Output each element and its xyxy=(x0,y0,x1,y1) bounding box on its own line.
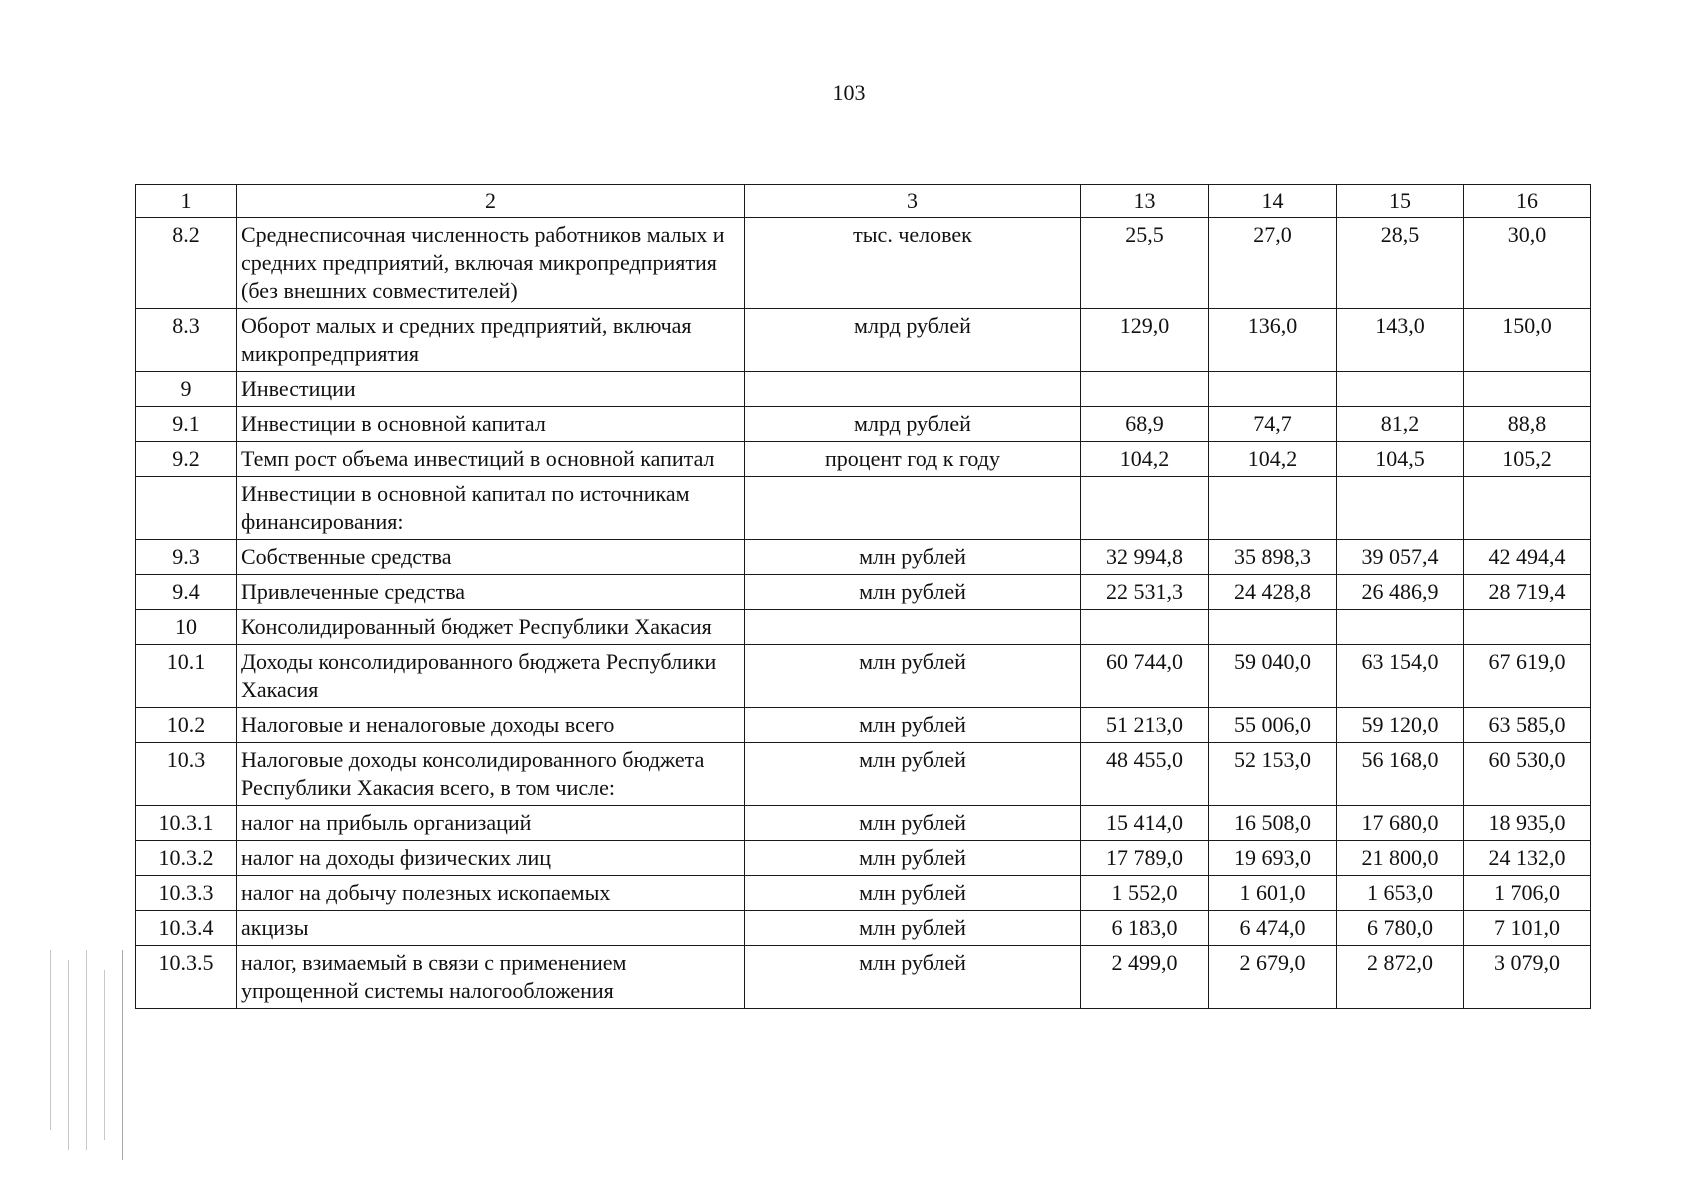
row-indicator-name: Среднесписочная численность работников малых и средних предприятий, включая микропредприятия (без внешних совместителей) xyxy=(237,218,745,309)
row-value-col-16: 63 585,0 xyxy=(1464,708,1591,743)
row-value-col-13: 17 789,0 xyxy=(1081,841,1209,876)
row-unit xyxy=(745,610,1081,645)
row-number: 10.1 xyxy=(136,645,237,708)
row-value-col-13 xyxy=(1081,610,1209,645)
row-value-col-16: 88,8 xyxy=(1464,407,1591,442)
row-indicator-name: налог на прибыль организаций xyxy=(237,806,745,841)
row-value-col-14: 59 040,0 xyxy=(1209,645,1337,708)
row-value-col-13: 104,2 xyxy=(1081,442,1209,477)
row-indicator-name: налог, взимаемый в связи с применением упрощенной системы налогообложения xyxy=(237,946,745,1009)
row-value-col-15: 63 154,0 xyxy=(1337,645,1464,708)
table-row xyxy=(136,946,1591,1009)
row-number: 10.3.5 xyxy=(136,946,237,1009)
row-number: 8.3 xyxy=(136,309,237,372)
row-unit: млрд рублей xyxy=(745,407,1081,442)
row-indicator-name: Доходы консолидированного бюджета Республики Хакасия xyxy=(237,645,745,708)
row-unit xyxy=(745,372,1081,407)
row-number: 10.3.4 xyxy=(136,911,237,946)
row-indicator-name: налог на добычу полезных ископаемых xyxy=(237,876,745,911)
row-number: 9 xyxy=(136,372,237,407)
row-unit: млн рублей xyxy=(745,841,1081,876)
row-value-col-16: 7 101,0 xyxy=(1464,911,1591,946)
row-value-col-15: 28,5 xyxy=(1337,218,1464,309)
row-value-col-14 xyxy=(1209,372,1337,407)
row-value-col-16: 1 706,0 xyxy=(1464,876,1591,911)
row-value-col-14: 74,7 xyxy=(1209,407,1337,442)
row-indicator-name: Консолидированный бюджет Республики Хакасия xyxy=(237,610,745,645)
row-value-col-15 xyxy=(1337,372,1464,407)
row-indicator-name: Инвестиции в основной капитал xyxy=(237,407,745,442)
row-number: 10.3.1 xyxy=(136,806,237,841)
row-value-col-16: 18 935,0 xyxy=(1464,806,1591,841)
row-value-col-15 xyxy=(1337,610,1464,645)
row-value-col-16 xyxy=(1464,610,1591,645)
row-value-col-16: 24 132,0 xyxy=(1464,841,1591,876)
table-row xyxy=(136,218,1591,309)
row-value-col-13: 6 183,0 xyxy=(1081,911,1209,946)
row-unit: млн рублей xyxy=(745,743,1081,806)
row-value-col-14: 1 601,0 xyxy=(1209,876,1337,911)
header-col-14: 14 xyxy=(1209,185,1337,218)
row-indicator-name: Оборот малых и средних предприятий, включая микропредприятия xyxy=(237,309,745,372)
table-row xyxy=(136,806,1591,841)
table-row xyxy=(136,407,1591,442)
row-unit: тыс. человек xyxy=(745,218,1081,309)
row-value-col-16 xyxy=(1464,372,1591,407)
row-value-col-13: 48 455,0 xyxy=(1081,743,1209,806)
row-indicator-name: акцизы xyxy=(237,911,745,946)
row-unit: млрд рублей xyxy=(745,309,1081,372)
row-number: 9.2 xyxy=(136,442,237,477)
row-value-col-16: 67 619,0 xyxy=(1464,645,1591,708)
row-unit: млн рублей xyxy=(745,708,1081,743)
header-col-2: 2 xyxy=(237,185,745,218)
table-row xyxy=(136,876,1591,911)
row-number xyxy=(136,477,237,540)
table-row xyxy=(136,442,1591,477)
table-row xyxy=(136,841,1591,876)
row-value-col-14: 52 153,0 xyxy=(1209,743,1337,806)
header-col-3: 3 xyxy=(745,185,1081,218)
row-value-col-13: 22 531,3 xyxy=(1081,575,1209,610)
table-header-row xyxy=(136,185,1591,218)
row-value-col-16: 42 494,4 xyxy=(1464,540,1591,575)
indicators-table-container xyxy=(135,184,1590,1009)
row-value-col-14: 27,0 xyxy=(1209,218,1337,309)
header-col-1: 1 xyxy=(136,185,237,218)
row-unit: млн рублей xyxy=(745,806,1081,841)
row-indicator-name: Собственные средства xyxy=(237,540,745,575)
row-number: 9.4 xyxy=(136,575,237,610)
row-value-col-14: 2 679,0 xyxy=(1209,946,1337,1009)
header-col-15: 15 xyxy=(1337,185,1464,218)
row-value-col-15: 59 120,0 xyxy=(1337,708,1464,743)
row-indicator-name: Налоговые и неналоговые доходы всего xyxy=(237,708,745,743)
row-unit: млн рублей xyxy=(745,946,1081,1009)
row-value-col-15: 143,0 xyxy=(1337,309,1464,372)
row-value-col-15: 81,2 xyxy=(1337,407,1464,442)
row-value-col-13: 25,5 xyxy=(1081,218,1209,309)
row-value-col-15: 17 680,0 xyxy=(1337,806,1464,841)
row-unit: процент год к году xyxy=(745,442,1081,477)
page-number: 103 xyxy=(832,80,866,105)
table-row xyxy=(136,645,1591,708)
row-number: 8.2 xyxy=(136,218,237,309)
row-value-col-15: 1 653,0 xyxy=(1337,876,1464,911)
row-value-col-15: 21 800,0 xyxy=(1337,841,1464,876)
row-value-col-13 xyxy=(1081,372,1209,407)
header-col-16: 16 xyxy=(1464,185,1591,218)
row-value-col-13: 51 213,0 xyxy=(1081,708,1209,743)
row-unit: млн рублей xyxy=(745,911,1081,946)
row-unit: млн рублей xyxy=(745,575,1081,610)
row-value-col-16: 105,2 xyxy=(1464,442,1591,477)
row-number: 10.3.2 xyxy=(136,841,237,876)
row-value-col-15: 56 168,0 xyxy=(1337,743,1464,806)
row-number: 10.3.3 xyxy=(136,876,237,911)
row-value-col-14: 16 508,0 xyxy=(1209,806,1337,841)
row-number: 9.1 xyxy=(136,407,237,442)
table-row xyxy=(136,309,1591,372)
row-value-col-14: 104,2 xyxy=(1209,442,1337,477)
row-unit xyxy=(745,477,1081,540)
row-unit: млн рублей xyxy=(745,645,1081,708)
row-value-col-13: 15 414,0 xyxy=(1081,806,1209,841)
row-value-col-15: 104,5 xyxy=(1337,442,1464,477)
table-row xyxy=(136,610,1591,645)
row-indicator-name: Инвестиции в основной капитал по источникам финансирования: xyxy=(237,477,745,540)
row-value-col-16: 60 530,0 xyxy=(1464,743,1591,806)
row-number: 9.3 xyxy=(136,540,237,575)
row-value-col-15: 26 486,9 xyxy=(1337,575,1464,610)
row-value-col-13: 129,0 xyxy=(1081,309,1209,372)
row-value-col-16 xyxy=(1464,477,1591,540)
row-value-col-14 xyxy=(1209,477,1337,540)
row-value-col-13: 2 499,0 xyxy=(1081,946,1209,1009)
row-value-col-16: 28 719,4 xyxy=(1464,575,1591,610)
row-value-col-16: 150,0 xyxy=(1464,309,1591,372)
row-value-col-15: 39 057,4 xyxy=(1337,540,1464,575)
row-unit: млн рублей xyxy=(745,540,1081,575)
row-number: 10.3 xyxy=(136,743,237,806)
row-number: 10.2 xyxy=(136,708,237,743)
header-col-13: 13 xyxy=(1081,185,1209,218)
row-value-col-14: 24 428,8 xyxy=(1209,575,1337,610)
row-value-col-14: 136,0 xyxy=(1209,309,1337,372)
row-indicator-name: Привлеченные средства xyxy=(237,575,745,610)
row-indicator-name: Темп рост объема инвестиций в основной капитал xyxy=(237,442,745,477)
row-value-col-15: 2 872,0 xyxy=(1337,946,1464,1009)
row-value-col-13 xyxy=(1081,477,1209,540)
row-value-col-14: 55 006,0 xyxy=(1209,708,1337,743)
table-row xyxy=(136,743,1591,806)
table-row xyxy=(136,575,1591,610)
row-value-col-14 xyxy=(1209,610,1337,645)
row-value-col-16: 3 079,0 xyxy=(1464,946,1591,1009)
table-body xyxy=(136,218,1591,1009)
row-indicator-name: Налоговые доходы консолидированного бюджета Республики Хакасия всего, в том числе: xyxy=(237,743,745,806)
row-value-col-16: 30,0 xyxy=(1464,218,1591,309)
table-row xyxy=(136,372,1591,407)
row-value-col-14: 6 474,0 xyxy=(1209,911,1337,946)
row-value-col-13: 32 994,8 xyxy=(1081,540,1209,575)
row-indicator-name: налог на доходы физических лиц xyxy=(237,841,745,876)
row-value-col-15: 6 780,0 xyxy=(1337,911,1464,946)
row-value-col-15 xyxy=(1337,477,1464,540)
table-row xyxy=(136,540,1591,575)
row-value-col-13: 1 552,0 xyxy=(1081,876,1209,911)
row-number: 10 xyxy=(136,610,237,645)
row-value-col-14: 19 693,0 xyxy=(1209,841,1337,876)
row-value-col-13: 60 744,0 xyxy=(1081,645,1209,708)
indicators-table xyxy=(135,184,1591,1009)
row-value-col-13: 68,9 xyxy=(1081,407,1209,442)
scan-artifact-marks xyxy=(40,950,130,1160)
row-indicator-name: Инвестиции xyxy=(237,372,745,407)
table-row xyxy=(136,708,1591,743)
row-value-col-14: 35 898,3 xyxy=(1209,540,1337,575)
table-row xyxy=(136,477,1591,540)
row-unit: млн рублей xyxy=(745,876,1081,911)
table-row xyxy=(136,911,1591,946)
